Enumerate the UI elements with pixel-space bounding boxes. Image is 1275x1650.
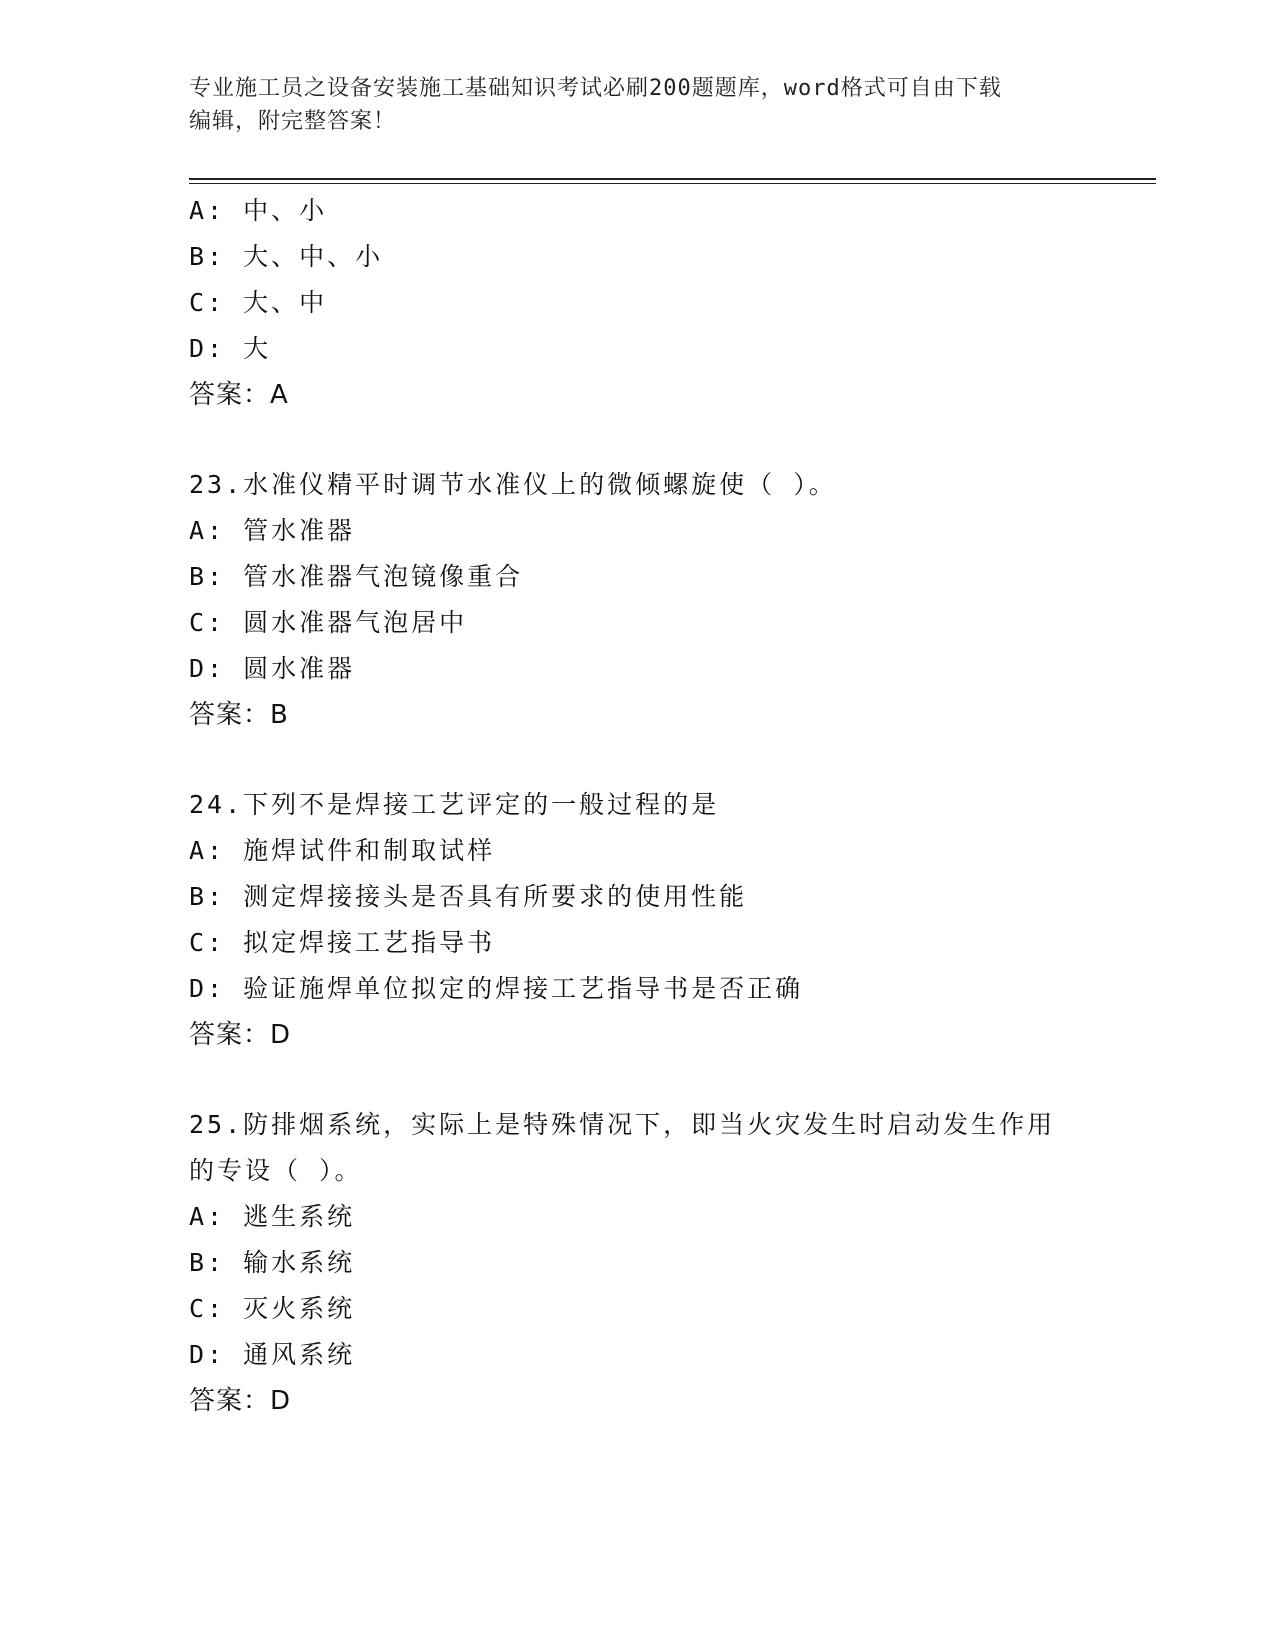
option-c: C: 大、中 [189, 288, 328, 317]
question-stem: 24.下列不是焊接工艺评定的一般过程的是 [189, 790, 720, 819]
question-stem-line-2: 的专设（ ）。 [189, 1156, 363, 1185]
option-b: B: 大、中、小 [189, 242, 384, 271]
header-line-1: 专业施工员之设备安装施工基础知识考试必刷200题题库，word格式可自由下载 [189, 76, 1002, 101]
option-a: A: 管水准器 [189, 516, 356, 545]
option-d: D: 圆水准器 [189, 654, 356, 683]
question-25 [189, 1102, 1149, 1424]
option-c: C: 圆水准器气泡居中 [189, 608, 468, 637]
option-a: A: 逃生系统 [189, 1202, 356, 1231]
question-22 [189, 188, 1149, 418]
question-list [189, 188, 1149, 1424]
option-a: A: 施焊试件和制取试样 [189, 836, 496, 865]
answer-line: 答案：D [189, 1020, 292, 1050]
question-spacer [189, 418, 1149, 462]
answer-line: 答案：B [189, 700, 289, 730]
option-d: D: 验证施焊单位拟定的焊接工艺指导书是否正确 [189, 974, 804, 1003]
option-c: C: 灭火系统 [189, 1294, 356, 1323]
header-line-2: 编辑，附完整答案！ [189, 109, 397, 134]
header-divider-thick [189, 178, 1156, 180]
answer-line: 答案：D [189, 1386, 292, 1416]
option-b: B: 输水系统 [189, 1248, 356, 1277]
option-d: D: 通风系统 [189, 1340, 356, 1369]
answer-line: 答案：A [189, 380, 289, 410]
option-b: B: 管水准器气泡镜像重合 [189, 562, 524, 591]
document-header [189, 72, 1089, 138]
question-stem: 23.水准仪精平时调节水准仪上的微倾螺旋使（ ）。 [189, 470, 837, 499]
option-a: A: 中、小 [189, 196, 328, 225]
option-c: C: 拟定焊接工艺指导书 [189, 928, 496, 957]
question-spacer [189, 738, 1149, 782]
header-divider-thin [189, 183, 1156, 184]
question-23 [189, 462, 1149, 738]
question-spacer [189, 1058, 1149, 1102]
question-24 [189, 782, 1149, 1058]
option-b: B: 测定焊接接头是否具有所要求的使用性能 [189, 882, 748, 911]
question-stem-line-1: 25.防排烟系统，实际上是特殊情况下，即当火灾发生时启动发生作用 [189, 1110, 1056, 1139]
option-d: D: 大 [189, 334, 272, 363]
